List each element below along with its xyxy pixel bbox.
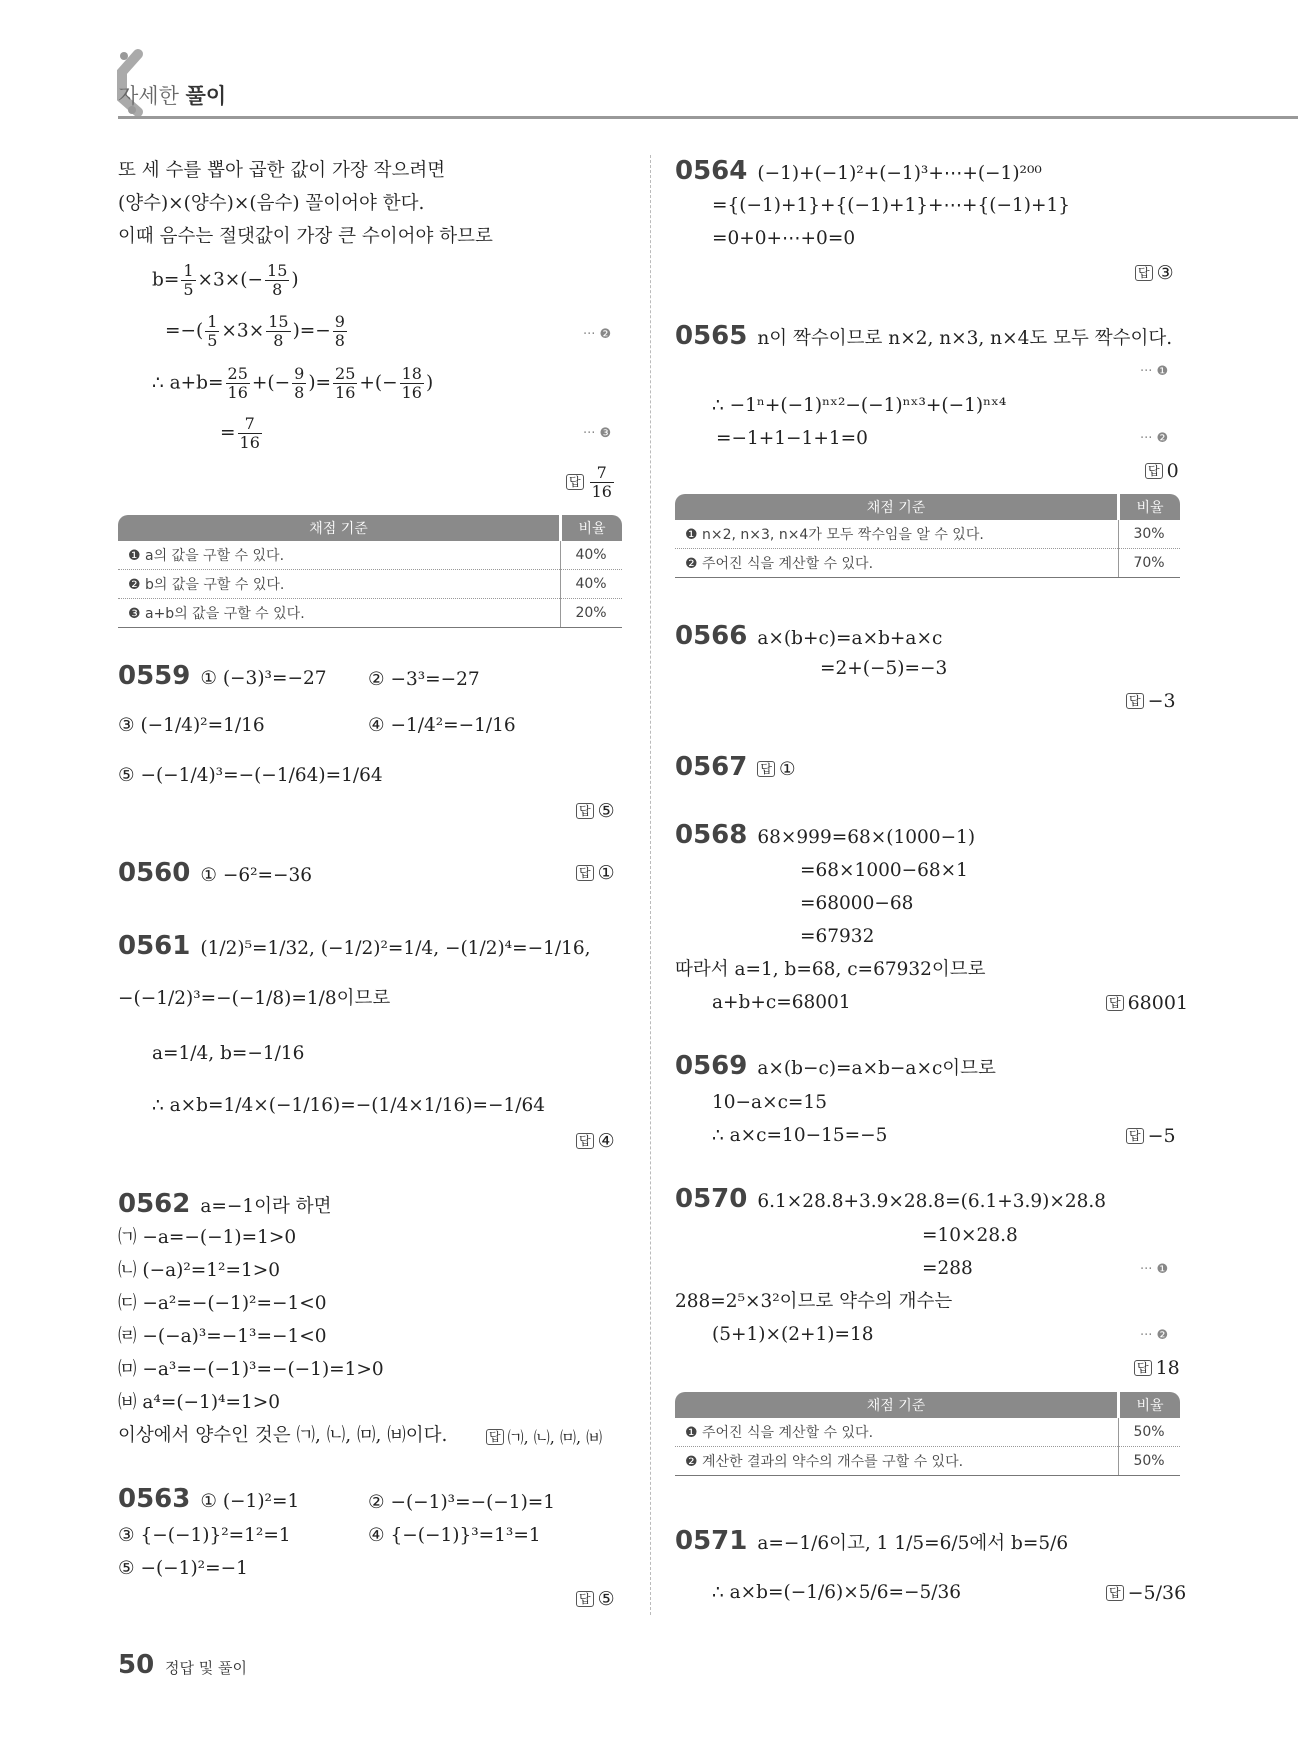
problem-0564-line-3: =0+0+⋯+0=0 (712, 228, 856, 249)
page-header (118, 80, 226, 110)
answer-0562: 답 ㈀, ㈁, ㈄, ㈅ (486, 1425, 602, 1448)
problem-0570-line-5: (5+1)×(2+1)=18 (712, 1324, 874, 1345)
problem-0568-line-6: a+b+c=68001 (712, 992, 851, 1013)
problem-0559-opt5: ⑤ −(−1/4)³=−(−1/64)=1/64 (118, 765, 383, 786)
answer-0568: 답 68001 (1106, 992, 1188, 1014)
problem-0564-line-2: ={(−1)+1}+{(−1)+1}+⋯+{(−1)+1} (712, 195, 1071, 216)
ab-equation-1: ∴ a+b= $\frac{25}{16}$ +(− $\frac{9}{8}$ )= $\frac{25}{16}$ +(− $\frac{18}{16}$ ) (152, 364, 434, 402)
problem-0565-line-2: ∴ −1ⁿ+(−1)ⁿˣ²−(−1)ⁿˣ³+(−1)ⁿˣ⁴ (712, 395, 1007, 416)
problem-0561-line-1: 0561 (1/2)⁵=1/32, (−1/2)²=1/4, −(1/2)⁴=−1/16, (118, 931, 591, 961)
step-mark-2: ··· ❷ (1140, 431, 1169, 446)
answer-0565: 답 0 (1145, 460, 1179, 482)
problem-0570-line-4: 288=2⁵×3²이므로 약수의 개수는 (675, 1291, 953, 1312)
problem-0568-line-2: =68×1000−68×1 (800, 860, 968, 881)
table-row: ❷ b의 값을 구할 수 있다. 40% (118, 570, 622, 599)
problem-0562-conclusion: 이상에서 양수인 것은 ㈀, ㈁, ㈄, ㈅이다. (118, 1425, 448, 1446)
header-title-light: 자세한 (118, 84, 179, 108)
problem-0562-item: ㈂ −a²=−(−1)²=−1<0 (118, 1293, 327, 1314)
problem-0569-line-3: ∴ a×c=10−15=−5 (712, 1125, 888, 1146)
problem-0559-opt4: ④ −1/4²=−1/16 (368, 715, 516, 736)
problem-0568-line-1: 0568 68×999=68×(1000−1) (675, 820, 976, 850)
b-equation-2: =−( $\frac{1}{5}$ ×3× $\frac{15}{8}$ )=− $\frac{9}{8}$ (165, 312, 345, 350)
problem-0571-line-2: ∴ a×b=(−1/6)×5/6=−5/36 (712, 1582, 962, 1603)
problem-0561-line-3: a=1/4, b=−1/16 (152, 1043, 305, 1064)
answer-0559: 답 ⑤ (576, 800, 615, 822)
intro-line-1: 또 세 수를 뽑아 곱한 값이 가장 작으려면 (118, 160, 446, 181)
problem-0571-line-1: 0571 a=−1/6이고, 1 1/5=6/5에서 b=5/6 (675, 1526, 1069, 1556)
answer-0561: 답 ④ (576, 1130, 615, 1152)
problem-0564-line-1: 0564 (−1)+(−1)²+(−1)³+⋯+(−1)²⁰⁰ (675, 156, 1042, 186)
problem-0563-opt5: ⑤ −(−1)²=−1 (118, 1558, 248, 1579)
problem-0570-line-2: =10×28.8 (922, 1225, 1018, 1246)
problem-0566-line-1: 0566 a×(b+c)=a×b+a×c (675, 621, 943, 651)
step-mark-1: ··· ❶ (1140, 1262, 1169, 1277)
step-mark-2: ··· ❷ (1140, 1328, 1169, 1343)
problem-0559-line-1: 0559 ① (−3)³=−27 (118, 661, 327, 691)
page-number: 50 (118, 1650, 155, 1680)
answer-0563: 답 ⑤ (576, 1588, 615, 1610)
problem-0562-item: ㈃ −(−a)³=−1³=−1<0 (118, 1326, 327, 1347)
scoring-table-3: 채점 기준 비율 ❶ 주어진 식을 계산할 수 있다. 50% ❷ 계산한 결과의 약수의 개수를 구할 수 있다. 50% (675, 1392, 1180, 1476)
footer-label: 정답 및 풀이 (164, 1659, 247, 1677)
intro-line-3: 이때 음수는 절댓값이 가장 큰 수이어야 하므로 (118, 226, 493, 247)
answer-0564: 답 ③ (1135, 262, 1174, 284)
problem-0562-item: ㈁ (−a)²=1²=1>0 (118, 1260, 280, 1281)
problem-0570-line-3: =288 (922, 1258, 973, 1279)
problem-0568-line-4: =67932 (800, 926, 875, 947)
problem-0563-opt4: ④ {−(−1)}³=1³=1 (368, 1525, 541, 1546)
table-row: ❶ a의 값을 구할 수 있다. 40% (118, 541, 622, 570)
table-row: ❸ a+b의 값을 구할 수 있다. 20% (118, 599, 622, 628)
problem-0563-line-1: 0563 ① (−1)²=1 (118, 1484, 300, 1514)
problem-0562-item: ㈄ −a³=−(−1)³=−(−1)=1>0 (118, 1359, 384, 1380)
problem-0562-item: ㈅ a⁴=(−1)⁴=1>0 (118, 1392, 280, 1413)
step-mark-1: ··· ❶ (1140, 364, 1169, 379)
intro-line-2: (양수)×(양수)×(음수) 꼴이어야 한다. (118, 193, 425, 214)
problem-0559-opt3: ③ (−1/4)²=1/16 (118, 715, 265, 736)
problem-0565-line-3: =−1+1−1+1=0 (716, 428, 868, 449)
column-divider (650, 155, 651, 1615)
step-mark-3: ··· ❸ (583, 426, 612, 441)
header-title-bold: 풀이 (185, 84, 227, 108)
table-row: ❶ n×2, n×3, n×4가 모두 짝수임을 알 수 있다. 30% (675, 520, 1180, 549)
answer-0570: 답 18 (1134, 1357, 1180, 1379)
problem-0569-line-2: 10−a×c=15 (712, 1092, 827, 1113)
table-row: ❷ 주어진 식을 계산할 수 있다. 70% (675, 549, 1180, 578)
problem-0563-opt3: ③ {−(−1)}²=1²=1 (118, 1525, 291, 1546)
problem-0568-line-3: =68000−68 (800, 893, 914, 914)
scoring-table-1: 채점 기준 비율 ❶ a의 값을 구할 수 있다. 40% ❷ b의 값을 구할 수 있다. 40% ❸ a+b의 값을 구할 수 있다. 20% (118, 515, 622, 628)
problem-0563-opt2: ② −(−1)³=−(−1)=1 (368, 1492, 556, 1513)
table-row: ❷ 계산한 결과의 약수의 개수를 구할 수 있다. 50% (675, 1447, 1180, 1476)
problem-0566-line-2: =2+(−5)=−3 (820, 658, 948, 679)
problem-0562-item: ㈀ −a=−(−1)=1>0 (118, 1227, 297, 1248)
problem-0560: 0560 ① −6²=−36 (118, 858, 313, 888)
page-footer (118, 1650, 247, 1680)
table-row: ❶ 주어진 식을 계산할 수 있다. 50% (675, 1418, 1180, 1447)
problem-0567: 0567 답 ① (675, 752, 796, 782)
header-rule (118, 116, 1298, 119)
problem-0570-line-1: 0570 6.1×28.8+3.9×28.8=(6.1+3.9)×28.8 (675, 1184, 1107, 1214)
problem-0569-line-1: 0569 a×(b−c)=a×b−a×c이므로 (675, 1051, 996, 1081)
problem-0559-opt2: ② −3³=−27 (368, 669, 480, 690)
step-mark-2: ··· ❷ (583, 327, 612, 342)
answer-0566: 답 −3 (1126, 690, 1176, 712)
problem-0561-line-2: −(−1/2)³=−(−1/8)=1/8이므로 (118, 988, 391, 1009)
answer-0560: 답 ① (576, 862, 615, 884)
b-equation-1: b= $\frac{1}{5}$ ×3×(− $\frac{15}{8}$ ) (152, 261, 299, 299)
answer-0558: 답 $\frac{7}{16}$ (566, 464, 616, 501)
answer-0569: 답 −5 (1126, 1125, 1176, 1147)
problem-0565-line-1: 0565 n이 짝수이므로 n×2, n×3, n×4도 모두 짝수이다. (675, 321, 1173, 351)
ab-equation-2: = $\frac{7}{16}$ (220, 414, 260, 452)
answer-0571: 답 −5/36 (1106, 1582, 1186, 1604)
problem-0562-line-0: 0562 a=−1이라 하면 (118, 1189, 332, 1219)
problem-0568-line-5: 따라서 a=1, b=68, c=67932이므로 (675, 959, 986, 980)
problem-0561-line-4: ∴ a×b=1/4×(−1/16)=−(1/4×1/16)=−1/64 (152, 1095, 546, 1116)
scoring-table-2: 채점 기준 비율 ❶ n×2, n×3, n×4가 모두 짝수임을 알 수 있다. 30% ❷ 주어진 식을 계산할 수 있다. 70% (675, 494, 1180, 578)
